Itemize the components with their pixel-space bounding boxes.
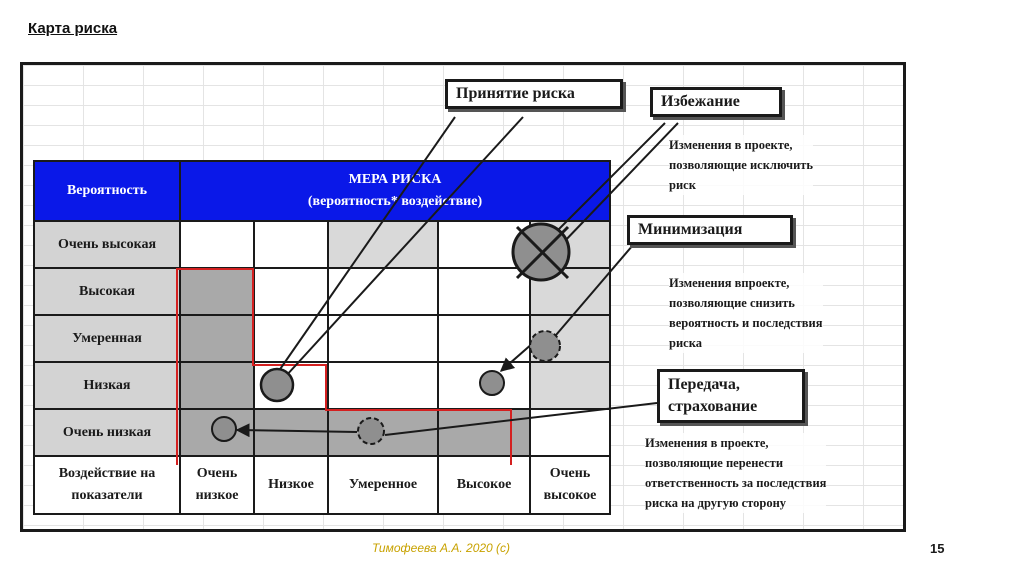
risk-measure-formula: (вероятность* воздействие)	[307, 194, 483, 209]
callout-transfer	[657, 369, 805, 423]
callout-transfer-line1: Передача,	[668, 376, 740, 393]
note-line: позволяющие перенести	[645, 456, 784, 470]
risk-marker-transfer-to	[212, 417, 236, 441]
probability-label: Очень низкая	[34, 409, 180, 456]
callout-avoidance: Избежание	[650, 87, 782, 117]
page-number: 15	[930, 541, 945, 556]
risk-measure-title: МЕРА РИСКА	[348, 172, 442, 187]
callout-transfer-line2: страхование	[668, 398, 758, 415]
note-line: риска	[669, 336, 702, 350]
note-line: риска на другую сторону	[645, 496, 787, 510]
probability-label: Высокая	[34, 268, 180, 315]
note-transfer	[645, 433, 826, 513]
callout-acceptance: Принятие риска	[445, 79, 623, 109]
probability-label: Умеренная	[34, 315, 180, 362]
note-avoidance	[669, 135, 813, 195]
note-line: Изменения в проекте,	[669, 138, 793, 152]
minimization-arrow	[501, 343, 533, 371]
note-minimization	[669, 273, 823, 353]
note-line: Изменения впроекте,	[669, 276, 790, 290]
note-line: позволяющие снизить	[669, 296, 795, 310]
acceptance-pointer	[285, 117, 523, 377]
note-line: позволяющие исключить	[669, 158, 814, 172]
probability-header: Вероятность	[34, 161, 180, 221]
impact-label-line1: Умеренное	[348, 477, 418, 492]
impact-label-line2: высокое	[543, 488, 597, 503]
risk-marker-minimize-to	[480, 371, 504, 395]
slide-title: Карта риска	[28, 20, 118, 37]
impact-label-line1: Очень	[549, 466, 591, 481]
impact-label-line1: Высокое	[456, 477, 512, 492]
impact-header-line2: показатели	[71, 488, 143, 503]
callout-minimization: Минимизация	[627, 215, 793, 245]
impact-label-line1: Очень	[196, 466, 238, 481]
risk-marker-accepted	[261, 369, 293, 401]
note-line: Изменения в проекте,	[645, 436, 769, 450]
risk-marker-transfer-from	[358, 418, 384, 444]
impact-header-line1: Воздействие на	[58, 466, 156, 481]
impact-label-line1: Низкое	[268, 477, 314, 492]
note-line: вероятность и последствия	[669, 316, 823, 330]
probability-label: Низкая	[34, 362, 180, 409]
transfer-pointer	[385, 403, 657, 435]
probability-label: Очень высокая	[34, 221, 180, 268]
risk-marker-minimize-from	[530, 331, 560, 361]
slide-footer-author: Тимофеева А.А. 2020 (с)	[372, 541, 511, 555]
impact-label-line2: низкое	[195, 488, 239, 503]
note-line: риск	[669, 178, 696, 192]
acceptance-pointer	[276, 117, 455, 375]
note-line: ответственность за последствия	[645, 476, 827, 490]
transfer-arrow	[237, 430, 357, 432]
risk-map-figure	[20, 62, 906, 532]
